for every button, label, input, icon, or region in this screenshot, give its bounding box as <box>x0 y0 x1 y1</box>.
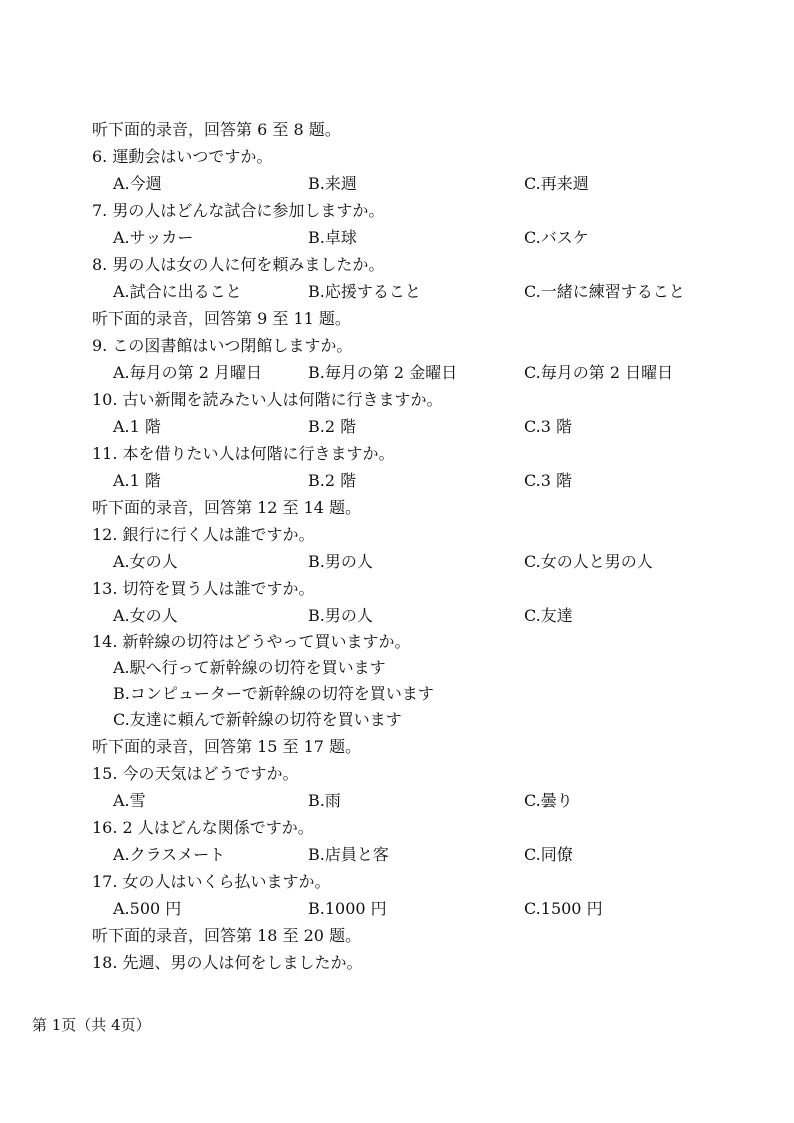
option-a: A.1 階 <box>113 417 161 436</box>
option-c: C.毎月の第 2 日曜日 <box>524 363 674 382</box>
option-c: C.女の人と男の人 <box>524 552 653 571</box>
question-text-row <box>0 334 794 358</box>
question-text: 12. 銀行に行く人は誰ですか。 <box>92 525 315 544</box>
option-c: C.再来週 <box>524 174 589 193</box>
question-text-row <box>0 253 794 277</box>
section-instruction-row <box>0 735 794 759</box>
option-b: B.卓球 <box>308 228 357 247</box>
option-row <box>0 280 794 304</box>
question-text: 9. この図書館はいつ閉館しますか。 <box>92 336 353 355</box>
option-b: B.1000 円 <box>308 899 387 918</box>
option-c: C.3 階 <box>524 417 573 436</box>
section-instruction-row <box>0 496 794 520</box>
question-text-row <box>0 630 794 654</box>
question-text: 8. 男の人は女の人に何を頼みましたか。 <box>92 255 385 274</box>
option-b: B.来週 <box>308 174 357 193</box>
option-a: A.500 円 <box>113 899 182 918</box>
question-text: 13. 切符を買う人は誰ですか。 <box>92 579 315 598</box>
option-c: C.友達 <box>524 606 573 625</box>
option-full-line: A.駅へ行って新幹線の切符を買います <box>113 658 386 677</box>
option-b: B.応援すること <box>308 282 421 301</box>
question-text: 11. 本を借りたい人は何階に行きますか。 <box>92 444 395 463</box>
question-text: 15. 今の天気はどうですか。 <box>92 764 299 783</box>
question-text-row <box>0 523 794 547</box>
option-row <box>0 604 794 628</box>
question-text-row <box>0 199 794 223</box>
option-b: B.2 階 <box>308 471 357 490</box>
option-full-line-row <box>0 682 794 706</box>
option-row <box>0 226 794 250</box>
section-instruction: 听下面的录音，回答第 15 至 17 题。 <box>92 737 362 756</box>
option-b: B.毎月の第 2 金曜日 <box>308 363 458 382</box>
option-full-line: C.友達に頼んで新幹線の切符を買います <box>113 710 402 729</box>
option-row <box>0 843 794 867</box>
option-c: C.同僚 <box>524 845 573 864</box>
question-text-row <box>0 951 794 975</box>
option-c: C.3 階 <box>524 471 573 490</box>
question-text: 7. 男の人はどんな試合に参加しますか。 <box>92 201 385 220</box>
option-c: C.バスケ <box>524 228 589 247</box>
section-instruction: 听下面的录音，回答第 9 至 11 题。 <box>92 309 351 328</box>
question-text-row <box>0 577 794 601</box>
section-instruction-row <box>0 118 794 142</box>
option-c: C.1500 円 <box>524 899 603 918</box>
option-a: A.試合に出ること <box>113 282 242 301</box>
option-full-line-row <box>0 708 794 732</box>
option-a: A.女の人 <box>113 606 178 625</box>
question-text: 10. 古い新聞を読みたい人は何階に行きますか。 <box>92 390 443 409</box>
question-text: 14. 新幹線の切符はどうやって買いますか。 <box>92 632 411 651</box>
question-text: 16. 2 人はどんな関係ですか。 <box>92 818 314 837</box>
question-text-row <box>0 388 794 412</box>
option-b: B.雨 <box>308 791 341 810</box>
section-instruction: 听下面的录音，回答第 18 至 20 题。 <box>92 926 362 945</box>
section-instruction: 听下面的录音，回答第 12 至 14 题。 <box>92 498 362 517</box>
option-row <box>0 361 794 385</box>
question-text: 17. 女の人はいくら払いますか。 <box>92 872 331 891</box>
question-text-row <box>0 762 794 786</box>
question-text-row <box>0 442 794 466</box>
option-a: A.サッカー <box>113 228 194 247</box>
question-text-row <box>0 145 794 169</box>
option-c: C.曇り <box>524 791 573 810</box>
option-a: A.女の人 <box>113 552 178 571</box>
section-instruction-row <box>0 924 794 948</box>
option-row <box>0 469 794 493</box>
page-footer: 第 1页（共 4页） <box>32 1016 151 1034</box>
option-b: B.店員と客 <box>308 845 389 864</box>
option-a: A.今週 <box>113 174 162 193</box>
option-b: B.男の人 <box>308 606 373 625</box>
question-text: 18. 先週、男の人は何をしましたか。 <box>92 953 363 972</box>
option-row <box>0 789 794 813</box>
option-a: A.雪 <box>113 791 146 810</box>
option-c: C.一緒に練習すること <box>524 282 685 301</box>
option-full-line-row <box>0 656 794 680</box>
question-text-row <box>0 870 794 894</box>
option-row <box>0 415 794 439</box>
section-instruction: 听下面的录音，回答第 6 至 8 题。 <box>92 120 341 139</box>
option-b: B.男の人 <box>308 552 373 571</box>
option-row <box>0 897 794 921</box>
option-a: A.クラスメート <box>113 845 226 864</box>
question-text: 6. 運動会はいつですか。 <box>92 147 273 166</box>
option-full-line: B.コンピューターで新幹線の切符を買います <box>113 684 434 703</box>
option-row <box>0 172 794 196</box>
option-b: B.2 階 <box>308 417 357 436</box>
section-instruction-row <box>0 307 794 331</box>
question-text-row <box>0 816 794 840</box>
option-a: A.毎月の第 2 月曜日 <box>113 363 262 382</box>
option-row <box>0 550 794 574</box>
option-a: A.1 階 <box>113 471 161 490</box>
